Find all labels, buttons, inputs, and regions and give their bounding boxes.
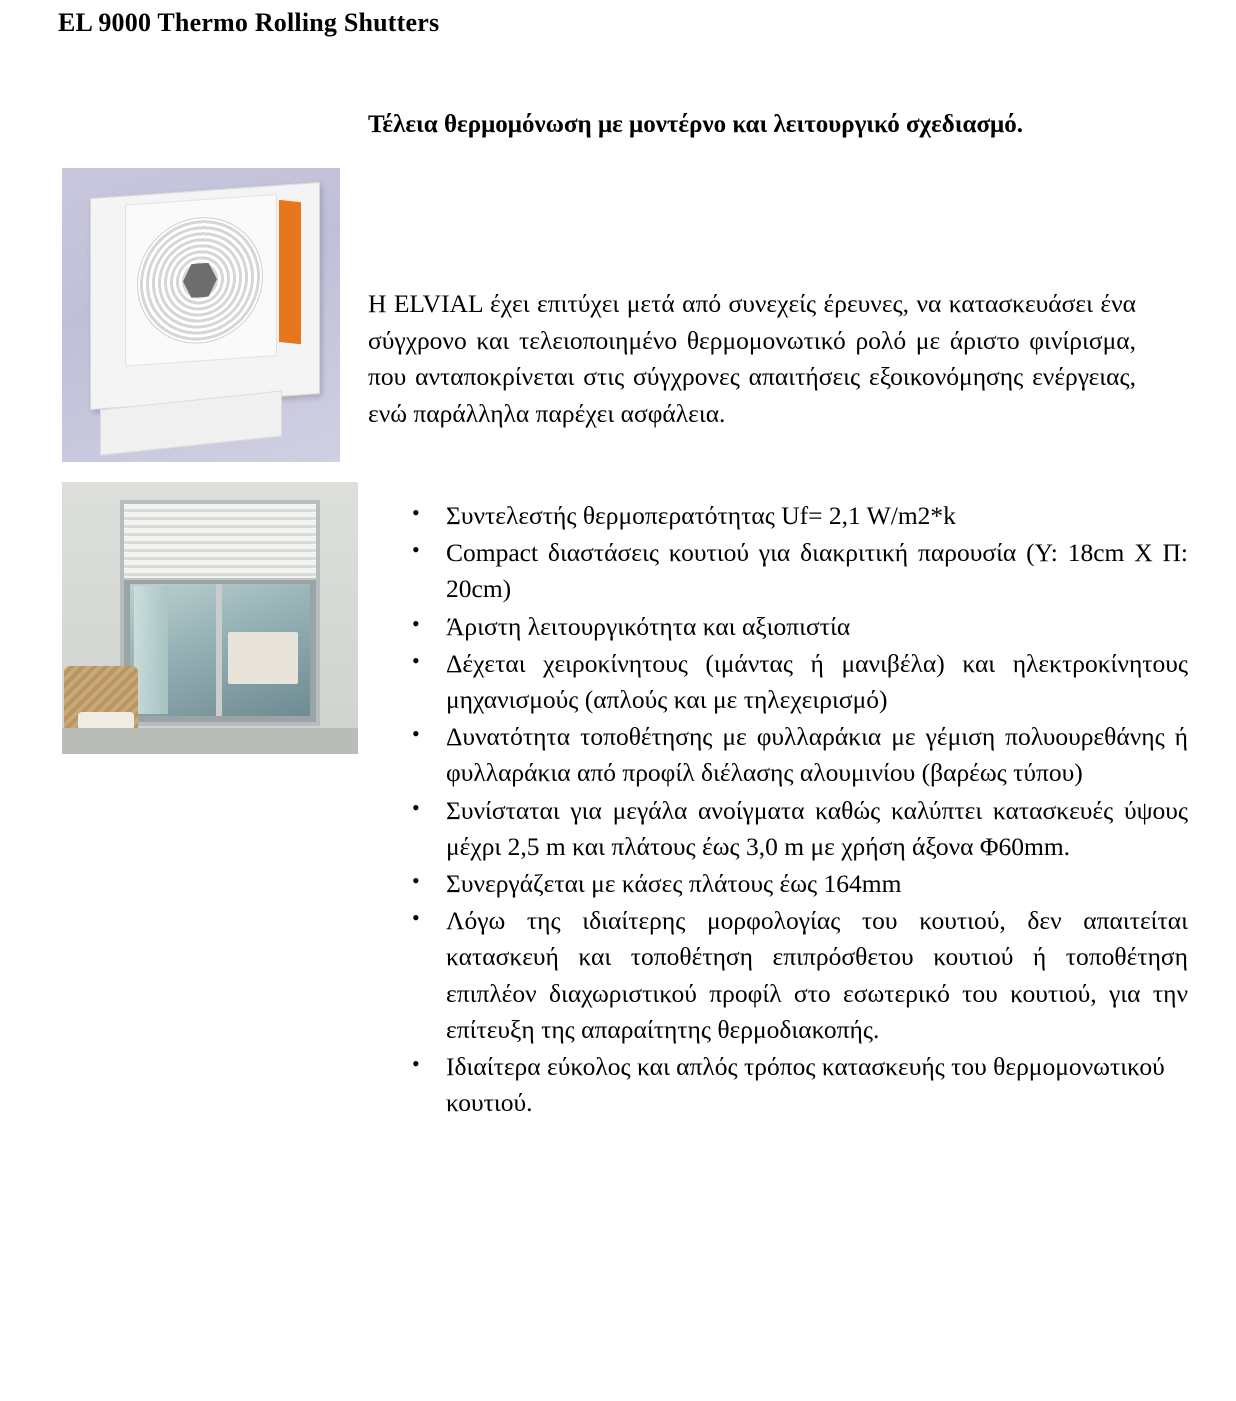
feature-list — [398, 498, 1188, 1122]
shutter-axle — [183, 262, 217, 298]
window-mullion — [216, 584, 222, 716]
list-item: • Συντελεστής θερμοπερατότητας Uf= 2,1 W/m2*k — [446, 498, 1188, 534]
list-item: • Δέχεται χειροκίνητους (ιμάντας ή μανιβέλα) και ηλεκτροκίνητους μηχανισμούς (απλούς και με τηλεχειρισμό) — [446, 646, 1188, 718]
list-item: • Συνίσταται για μεγάλα ανοίγματα καθώς καλύπτει κατασκευές ύψους μέχρι 2,5 m και πλάτους έως 3,0 m με χρήση άξονα Φ60mm. — [446, 793, 1188, 865]
interior-curtain — [134, 586, 168, 714]
installed-rolling-shutter-photo — [62, 482, 358, 754]
window-frame — [120, 500, 320, 726]
orange-thermal-break — [279, 200, 301, 344]
terrace-floor — [62, 728, 358, 754]
list-item: • Compact διαστάσεις κουτιού για διακριτική παρουσία (Υ: 18cm Χ Π: 20cm) — [446, 535, 1188, 607]
interior-bed — [228, 632, 298, 684]
list-item: • Συνεργάζεται με κάσες πλάτους έως 164mm — [446, 866, 1188, 902]
rolling-shutter-cassette-photo — [62, 168, 340, 462]
rolling-shutter-curtain — [124, 504, 316, 580]
cassette-body — [90, 182, 320, 410]
list-item: • Δυνατότητα τοποθέτησης με φυλλαράκια με γέμιση πολυουρεθάνης ή φυλλαράκια από προφίλ διέλασης αλουμινίου (βαρέως τύπου) — [446, 719, 1188, 791]
section-heading: Τέλεια θερμομόνωση με μοντέρνο και λειτουργικό σχεδιασμό. — [368, 111, 1023, 138]
list-item: • Λόγω της ιδιαίτερης μορφολογίας του κουτιού, δεν απαιτείται κατασκευή και τοποθέτηση επιπρόσθετου κουτιού ή τοποθέτηση επιπλέον διαχωριστικού προφίλ στο εσωτερικό του κουτιού, για την επίτευξη της απαραίτητης θερμοδιακοπής. — [446, 903, 1188, 1048]
list-item: • Άριστη λειτουργικότητα και αξιοπιστία — [446, 609, 1188, 645]
page-title: EL 9000 Thermo Rolling Shutters — [58, 8, 440, 37]
intro-paragraph: Η ELVIAL έχει επιτύχει μετά από συνεχείς έρευνες, να κατασκευάσει ένα σύγχρονο και τελειοποιημένο θερμομονωτικό ρολό με άριστο φινίρισμα, που ανταποκρίνεται στις σύγχρονες απαιτήσεις εξοικονόμησης ενέργειας, ενώ παράλληλα παρέχει ασφάλεια. — [368, 289, 1136, 429]
list-item: • Ιδιαίτερα εύκολος και απλός τρόπος κατασκευής του θερμομονωτικού κουτιού. — [446, 1049, 1188, 1121]
